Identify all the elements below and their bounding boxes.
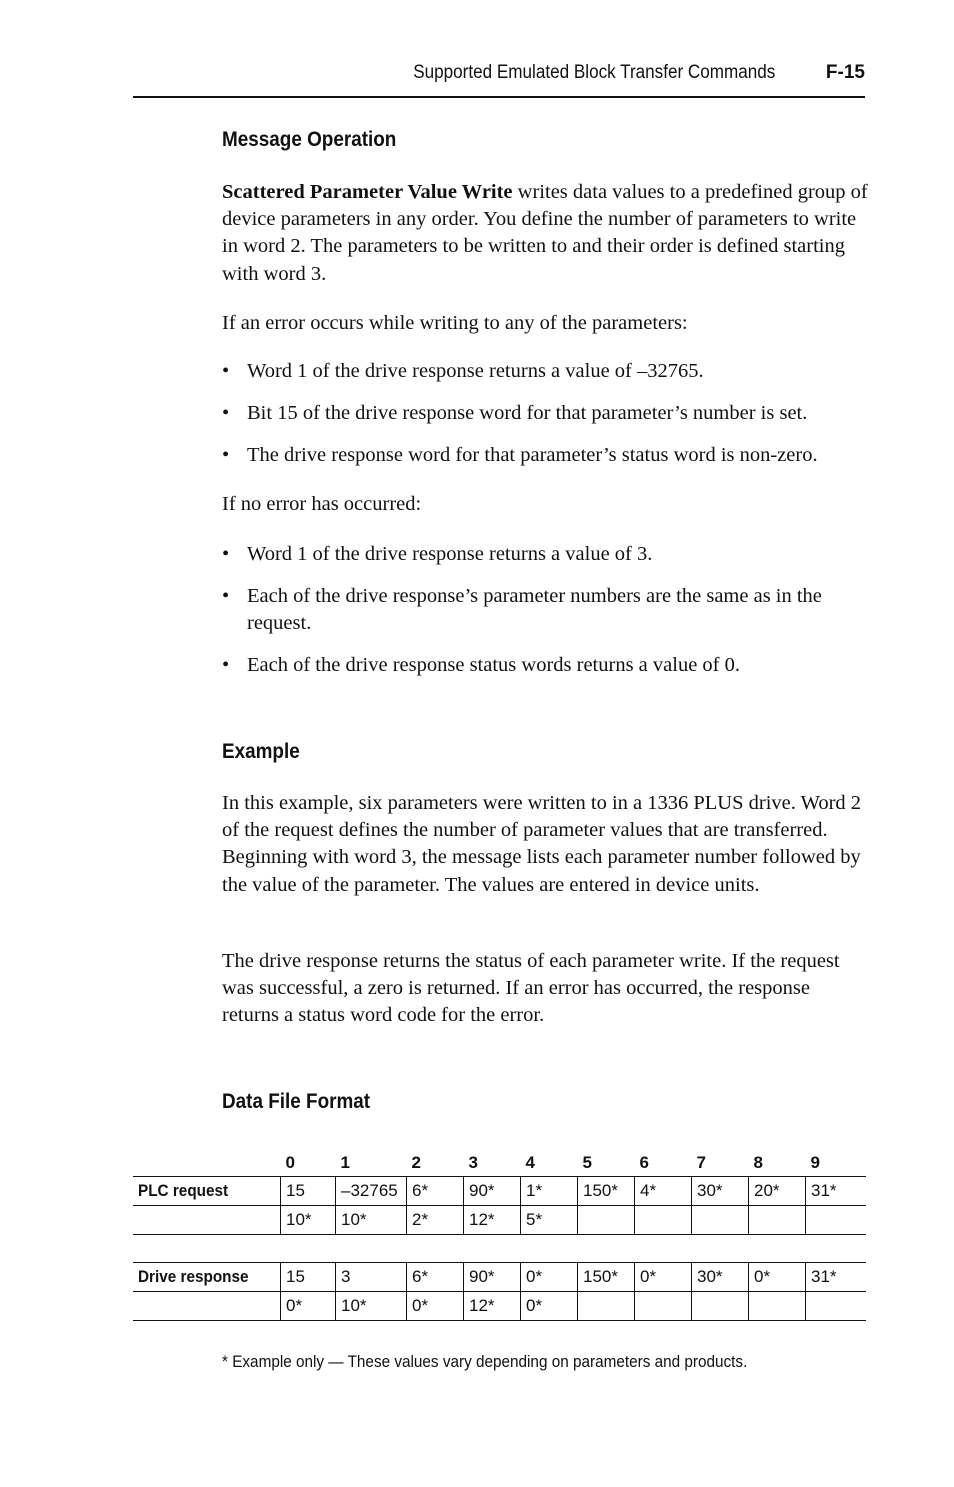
error-lead: If an error occurs while writing to any of the parameters: xyxy=(222,312,688,334)
table-spacer-row xyxy=(133,1235,866,1263)
intro-paragraph xyxy=(222,179,872,288)
table-cell: 15 xyxy=(281,1177,336,1206)
drive-response-row xyxy=(133,1263,866,1292)
intro-text: writes data values to a predefined group of device parameters in any order. You define the number of parameters to write in word 2. The parameters to be written to and their order is defined starting with word 3. xyxy=(222,181,868,285)
column-header: 2 xyxy=(411,1153,421,1172)
table-cell xyxy=(578,1292,635,1321)
section-heading-data-file-format: Data File Format xyxy=(222,1090,371,1113)
table-cell xyxy=(692,1206,749,1235)
table-cell: 0* xyxy=(749,1263,806,1292)
drive-response-row-2 xyxy=(133,1292,866,1321)
table-cell: 2* xyxy=(407,1206,464,1235)
table-cell: 15 xyxy=(281,1263,336,1292)
table-cell: 4* xyxy=(635,1177,692,1206)
plc-request-row xyxy=(133,1177,866,1206)
table-cell: 10* xyxy=(336,1206,407,1235)
column-header: 0 xyxy=(285,1153,295,1172)
table-header-row xyxy=(133,1150,866,1177)
bullet-icon: • xyxy=(222,654,230,676)
column-header: 6 xyxy=(639,1153,649,1172)
example-paragraph-1: In this example, six parameters were written to in a 1336 PLUS drive. Word 2 of the request defines the number of parameter values that are transferred. Beginning with word 3, the message lists each parameter number followed by the value of the parameter. The values are entered in device units. xyxy=(222,792,862,896)
table-cell: 12* xyxy=(464,1206,521,1235)
table-cell: 31* xyxy=(806,1263,867,1292)
row-label-empty xyxy=(133,1292,281,1321)
table-cell: 10* xyxy=(281,1206,336,1235)
bullet-icon: • xyxy=(222,444,230,466)
page-header xyxy=(133,58,865,98)
table-cell: 0* xyxy=(521,1263,578,1292)
table-cell: 10* xyxy=(336,1292,407,1321)
table-cell: 150* xyxy=(578,1263,635,1292)
table-cell xyxy=(749,1292,806,1321)
table-cell xyxy=(806,1292,867,1321)
bullet-icon: • xyxy=(222,543,230,565)
noerror-bullet: • Word 1 of the drive response returns a value of 3. xyxy=(222,541,872,568)
error-bullet: • Word 1 of the drive response returns a value of –32765. xyxy=(222,358,872,385)
intro-bold-term: Scattered Parameter Value Write xyxy=(222,181,513,203)
table-cell xyxy=(635,1206,692,1235)
header-title: Supported Emulated Block Transfer Commands xyxy=(412,62,775,83)
noerror-bullet: • Each of the drive response status words returns a value of 0. xyxy=(222,652,872,679)
table-cell: 0* xyxy=(521,1292,578,1321)
column-header: 5 xyxy=(582,1153,592,1172)
noerror-lead: If no error has occurred: xyxy=(222,493,422,515)
table-cell: 1* xyxy=(521,1177,578,1206)
row-label-empty xyxy=(133,1206,281,1235)
table-cell: 90* xyxy=(464,1177,521,1206)
table-cell: 5* xyxy=(521,1206,578,1235)
error-bullet: • Bit 15 of the drive response word for that parameter’s number is set. xyxy=(222,400,872,427)
plc-request-row-2 xyxy=(133,1206,866,1235)
error-bullet: • The drive response word for that parameter’s status word is non-zero. xyxy=(222,442,872,469)
table-header-label xyxy=(133,1150,281,1177)
section-heading-example: Example xyxy=(222,740,300,763)
table-cell: 0* xyxy=(407,1292,464,1321)
table-cell: 6* xyxy=(407,1177,464,1206)
table-footnote: * Example only — These values vary depending on parameters and products. xyxy=(222,1352,748,1371)
page-number: F-15 xyxy=(825,62,865,83)
bullet-icon: • xyxy=(222,360,230,382)
column-header: 3 xyxy=(468,1153,478,1172)
table-cell xyxy=(635,1292,692,1321)
row-label-plc-request: PLC request xyxy=(133,1177,281,1206)
data-file-table xyxy=(133,1150,866,1321)
noerror-bullet: • Each of the drive response’s parameter numbers are the same as in the request. xyxy=(222,585,822,635)
table-cell: 30* xyxy=(692,1177,749,1206)
table-cell: 150* xyxy=(578,1177,635,1206)
bullet-icon: • xyxy=(222,585,230,607)
table-cell: 31* xyxy=(806,1177,867,1206)
example-paragraph-2: The drive response returns the status of each parameter write. If the request was successful, a zero is returned. If an error has occurred, the response returns a status word code for the error. xyxy=(222,950,840,1027)
table-cell: –32765 xyxy=(336,1177,407,1206)
column-header: 1 xyxy=(340,1153,350,1172)
table-cell: 30* xyxy=(692,1263,749,1292)
table-cell: 3 xyxy=(336,1263,407,1292)
table-cell: 6* xyxy=(407,1263,464,1292)
table-cell xyxy=(806,1206,867,1235)
column-header: 7 xyxy=(696,1153,706,1172)
table-cell xyxy=(578,1206,635,1235)
table-cell: 0* xyxy=(635,1263,692,1292)
column-header: 4 xyxy=(525,1153,535,1172)
table-cell: 12* xyxy=(464,1292,521,1321)
column-header: 8 xyxy=(753,1153,763,1172)
section-heading-message-operation: Message Operation xyxy=(222,128,397,151)
table-cell: 20* xyxy=(749,1177,806,1206)
table-cell xyxy=(749,1206,806,1235)
table-cell: 0* xyxy=(281,1292,336,1321)
column-header: 9 xyxy=(810,1153,820,1172)
bullet-icon: • xyxy=(222,402,230,424)
table-cell: 90* xyxy=(464,1263,521,1292)
table-cell xyxy=(692,1292,749,1321)
row-label-drive-response: Drive response xyxy=(133,1263,281,1292)
